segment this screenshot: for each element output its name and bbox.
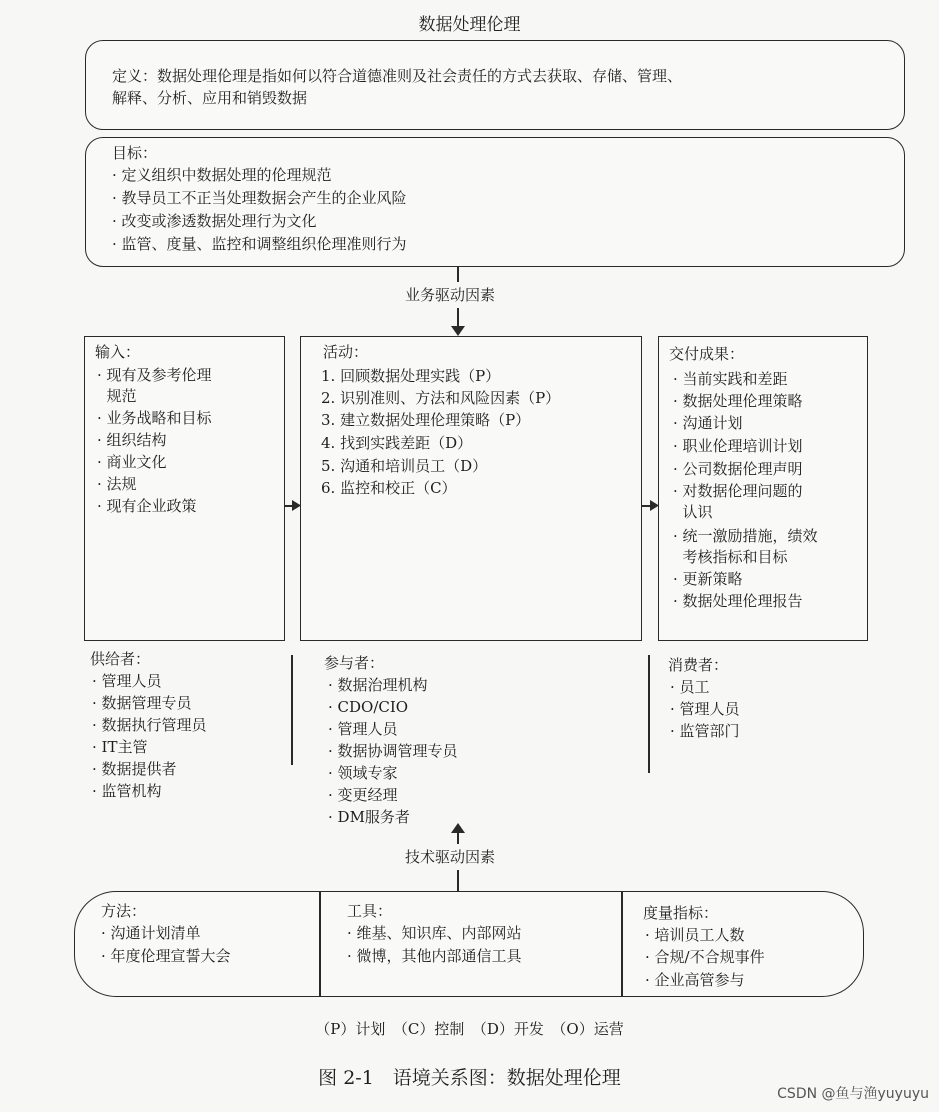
activities-label: 活动： [323, 343, 369, 361]
metric-item: · 企业高管参与 [645, 971, 745, 989]
tool-item: · 维基、知识库、内部网站 [347, 924, 522, 942]
activity-item: 3. 建立数据处理伦理策略（P） [321, 411, 531, 429]
deliverable-item: · 更新策略 [673, 570, 743, 588]
participants-label: 参与者： [324, 654, 385, 672]
deliverable-item: · 公司数据伦理声明 [673, 460, 803, 478]
deliverable-item: · 统一激励措施，绩效 [673, 527, 818, 545]
supplier-item: · 数据执行管理员 [92, 716, 207, 734]
participant-item: · 数据协调管理专员 [328, 742, 458, 760]
suppliers-label: 供给者： [90, 650, 151, 668]
participant-item: · 变更经理 [328, 786, 398, 804]
deliverable-item: · 数据处理伦理报告 [673, 592, 803, 610]
goals-item: · 教导员工不正当处理数据会产生的企业风险 [112, 189, 407, 207]
supplier-item: · 管理人员 [92, 672, 162, 690]
deliverable-item: · 职业伦理培训计划 [673, 437, 803, 455]
supplier-item: · IT主管 [92, 738, 148, 756]
definition-line-1: 定义：数据处理伦理是指如何以符合道德准则及社会责任的方式去获取、存储、管理、 [112, 67, 683, 85]
deliverables-label: 交付成果： [669, 345, 745, 363]
participant-item: · 领域专家 [328, 764, 398, 782]
participant-item: · 管理人员 [328, 720, 398, 738]
activity-item: 6. 监控和校正（C） [321, 479, 457, 497]
technical-driver-line-bottom [457, 870, 459, 892]
inputs-item: · 组织结构 [97, 431, 167, 449]
technical-driver-line-top [457, 832, 459, 844]
method-item: · 年度伦理宣誓大会 [101, 947, 231, 965]
deliverable-item: 认识 [673, 503, 713, 521]
legend: （P）计划 （C）控制 （D）开发 （O）运营 [315, 1020, 624, 1038]
inputs-item: · 现有企业政策 [97, 497, 197, 515]
diagram-title: 数据处理伦理 [418, 15, 521, 35]
deliverables-box [658, 336, 868, 641]
deliverable-item: · 当前实践和差距 [673, 370, 788, 388]
goals-item: · 改变或渗透数据处理行为文化 [112, 212, 317, 230]
goals-box [85, 137, 905, 267]
goals-item: · 定义组织中数据处理的伦理规范 [112, 166, 332, 184]
inputs-item: 规范 [97, 387, 137, 405]
participants-section [324, 652, 624, 828]
definition-box [85, 40, 905, 130]
participant-item: · CDO/CIO [328, 698, 409, 716]
inputs-label: 输入： [95, 343, 141, 361]
metric-item: · 合规/不合规事件 [645, 948, 765, 966]
activity-item: 4. 找到实践差距（D） [321, 434, 473, 452]
definition-line-2: 解释、分析、应用和销毁数据 [112, 89, 308, 107]
activity-item: 5. 沟通和培训员工（D） [321, 457, 488, 475]
deliverable-item: 考核指标和目标 [673, 548, 788, 566]
methods-label: 方法： [101, 902, 147, 920]
goals-item: · 监管、度量、监控和调整组织伦理准则行为 [112, 235, 407, 253]
activity-item: 2. 识别准则、方法和风险因素（P） [321, 389, 561, 407]
participants-divider [648, 655, 650, 773]
supplier-item: · 数据提供者 [92, 760, 177, 778]
inputs-item: · 业务战略和目标 [97, 409, 212, 427]
business-driver-arrow-icon [451, 326, 465, 336]
technical-drivers-label: 技术驱动因素 [405, 848, 496, 866]
inputs-box [84, 336, 285, 641]
tool-item: · 微博，其他内部通信工具 [347, 947, 522, 965]
inputs-item: · 法规 [97, 475, 137, 493]
consumers-label: 消费者： [668, 656, 729, 674]
metric-item: · 培训员工人数 [645, 926, 745, 944]
consumer-item: · 员工 [670, 678, 710, 696]
consumer-item: · 管理人员 [670, 700, 740, 718]
methods-tools-divider [319, 892, 321, 996]
deliverable-item: · 对数据伦理问题的 [673, 482, 803, 500]
consumer-item: · 监管部门 [670, 722, 740, 740]
suppliers-section [90, 648, 280, 802]
activities-box [300, 336, 642, 641]
participant-item: · DM服务者 [328, 808, 410, 826]
tools-label: 工具： [347, 902, 393, 920]
deliverable-item: · 沟通计划 [673, 414, 743, 432]
activity-item: 1. 回顾数据处理实践（P） [321, 367, 501, 385]
figure-caption: 图 2-1 语境关系图：数据处理伦理 [318, 1067, 621, 1089]
methods-tools-metrics-box [74, 891, 864, 997]
supplier-item: · 数据管理专员 [92, 694, 192, 712]
deliverable-item: · 数据处理伦理策略 [673, 392, 803, 410]
metrics-label: 度量指标： [643, 904, 719, 922]
business-driver-line-top [457, 267, 459, 282]
business-drivers-label: 业务驱动因素 [405, 286, 496, 304]
inputs-item: · 现有及参考伦理 [97, 366, 212, 384]
participant-item: · 数据治理机构 [328, 676, 428, 694]
supplier-item: · 监管机构 [92, 782, 162, 800]
watermark: CSDN @鱼与渔yuyuyu [777, 1086, 929, 1102]
method-item: · 沟通计划清单 [101, 924, 201, 942]
tools-metrics-divider [621, 892, 623, 996]
consumers-section [668, 654, 868, 742]
suppliers-divider [291, 655, 293, 765]
inputs-item: · 商业文化 [97, 453, 167, 471]
goals-label: 目标： [112, 144, 158, 162]
